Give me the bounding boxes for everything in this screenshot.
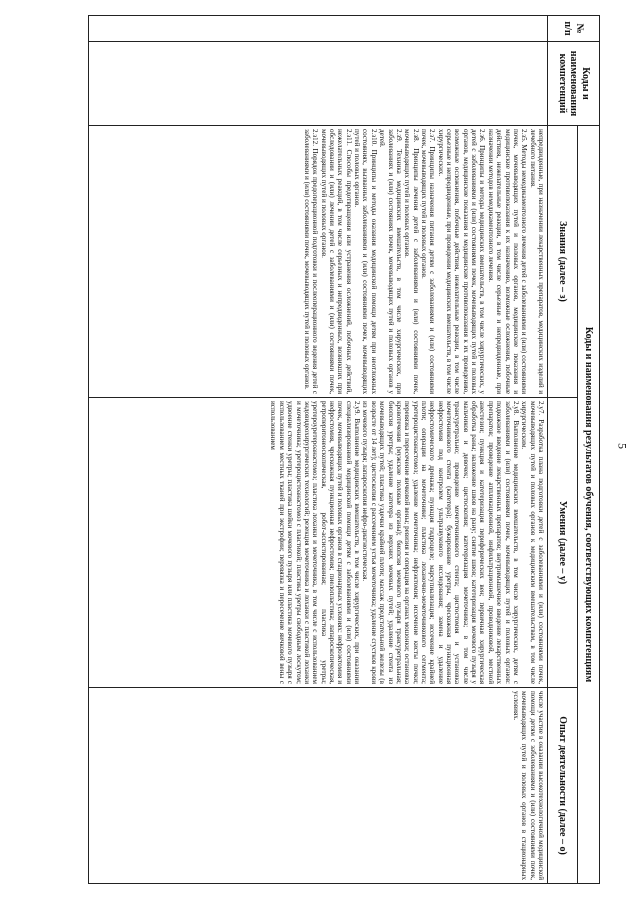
knowledge-item: 2.з5. Методы немедикаментозного лечения детей с заболеваниями и (или) состояниями почек, мочевыводящих путей и половых органов, медицинские показания и медицинские противопоказания к их назначению, возможные осложнения, побочные действия, нежелательные реакции, в том числе серьезные и непредвиденные, при назначении методов немедикаментозного лечения. bbox=[486, 129, 529, 394]
knowledge-item: 2.з6. Принципы и методы медицинских вмешательств, в том числе хирургических, у детей с заболеваниями и (или) состояниями почек, мочевыводящих путей и половых органов, медицинские показания и медицинские противопоказания к их проведению, возможные осложнения, побочные действия, нежелательные реакции, в том числе серьезные и непредвиденные, при проведении медицинских вмешательств, в том числе хирургических. bbox=[436, 129, 487, 394]
header-knowledge: Знания (далее – з) bbox=[548, 126, 578, 398]
rotated-page bbox=[88, 15, 600, 883]
experience-item: числе участие в оказании высокотехнологичной медицинской помощи детям с заболеваниями и (или) состояниями почек, мочевыводящих путей и половых органов в стационарных условиях. bbox=[511, 691, 545, 880]
knowledge-item: 2.з7. Принципы назначения питания детям с заболеваниями и (или) состояниями почек, мочевыводящих путей и половых органов. bbox=[419, 129, 437, 394]
knowledge-item: 2.з8. Принципы лечения детей с заболеваниями и (или) состояниями почек, мочевыводящих путей и половых органов. bbox=[403, 129, 420, 394]
skill-item: 2.у7. Разработка плана подготовки детей с заболеваниями и (или) состояниями почек, мочевыводящих путей и половых органов к медицинским вмешательствам, в том числе хирургическим. bbox=[520, 401, 545, 684]
cell-skills bbox=[89, 398, 548, 688]
cell-code bbox=[89, 42, 548, 126]
knowledge-item: 2.з11. Способы предотвращения или устранения осложнений, побочных действий, нежелательных реакций, в том числе серьезных и непредвиденных, возникших при обследовании и (или) лечении детей с заболеваниями и (или) состояниями почек, мочевыводящих путей и половых органов. bbox=[319, 129, 353, 394]
knowledge-item: 2.з12. Порядок предоперационной подготовки и послеоперационного ведения детей с заболеваниями и (или) состояниями почек, мочевыводящих путей и половых органов. bbox=[302, 129, 320, 394]
rotated-table-container bbox=[88, 15, 600, 883]
table-row bbox=[89, 16, 548, 884]
knowledge-item: 2.з9. Техника медицинских вмешательств, в том числе хирургических, при заболеваниях и (или) состояниях почек, мочевыводящих путей и половых органов у детей. bbox=[378, 129, 403, 394]
header-num: № п/п bbox=[548, 16, 600, 42]
skill-item: 2.у9. Выполнение медицинских вмешательств, в том числе хирургических, при оказании специализированной медицинской помощи детям с заболеваниями и (или) состояниями почек, мочевыводящих путей и половых органов в стационарных условиях: нефроэктомия и нефростомия, чрескожная пункционная нефростомия; пиелопластика; лапароскопическая, ретроперитонеоскопическая, робот-ассистированная; пластика уретры; уретероуретероанастомоз; пластика лоханки и мочеточника, в том числе с использованием эндовидеохирургических технологий; резекция мочеточника и лоханки с пластикой лоханки и мочеточника; уретероцистоанастомоз с пластикой; пластика уретры свободным лоскутом; удвоение стенки уретры; пластика шейки мочевого пузыря или пластика мочевого пузыря с использованием местных тканей при экстрофии; перевязка и пересечение яичковой вены с использованием bbox=[269, 401, 362, 684]
header-skills: Умения (далее – у) bbox=[548, 398, 578, 688]
header-experience: Опыт деятельности (далее – о) bbox=[548, 688, 578, 884]
header-results-group: Коды и наименования результатов обучения, соответствующих компетенциям bbox=[578, 126, 600, 884]
cell-num bbox=[89, 16, 548, 42]
header-code: Коды и наименования компетенций bbox=[548, 42, 600, 126]
competencies-table bbox=[88, 15, 600, 884]
skill-item: 2.у8. Выполнение медицинских вмешательств, в том числе хирургических, детям с заболеваниями и (или) состояниями почек, мочевыводящих путей и половых органов: подкожное введение лекарственных препаратов; внутримышечное введение лекарственных препаратов; проведение аппликационной, инфильтрационной, проводниковой, местной анестезии; пункция и катетеризация периферических вен; первичная хирургическая обработка раны; наложение швов на рану; снятие швов; катетеризация мочевого пузыря у мальчиков и девочек; цистоскопия; катетеризация мочеточника; в том числе трансуретрально; проведение мочеточникового стента; цистостомия и установка мочеточникового стента (катетера); бужирование уретры, чрескожная пункционная нефростомия под контролем ультразвукового исследования; замена и удаление нефростомического дренажа; пункция гидроцеле; марсупиализация; иссечение крайней плоти; операции на мочеточнике; пластика лоханочно-мочеточникового сегмента; уретероцистоанастомоз; удаление мочеточника; нефрэктомия; иссечение кисты почки; перевязка и пересечение яичковой вены; ревизия и операция на органах мошонки; остановка кровотечения (мужские половые органы); биопсия мочевого пузыря трансуретральная; биопсия уретры; удаление катетера из верхних мочевых путей; удаление стента из мочевыводящих путей; пластика уздечки крайней плоти; массаж предстательной железы (в возрасте от 14 лет); цистоскопия с рассечением устья мочеточника; удаление сгустков крови из мочевого пузыря; лапароскопия нефро-диагностическая. bbox=[361, 401, 520, 684]
page-number: 5 bbox=[615, 443, 630, 449]
cell-experience bbox=[89, 688, 548, 884]
knowledge-item: непредвиденные, при назначении лекарственных препаратов, медицинских изделий и лечебного питания. bbox=[528, 129, 545, 394]
knowledge-item: 2.з10. Принципы и методы оказания медицинской помощи детям при неотложных состояниях, вызванных заболеваниями и (или) состояниями почек, мочевыводящих путей и половых органов. bbox=[353, 129, 378, 394]
cell-knowledge bbox=[89, 126, 548, 398]
